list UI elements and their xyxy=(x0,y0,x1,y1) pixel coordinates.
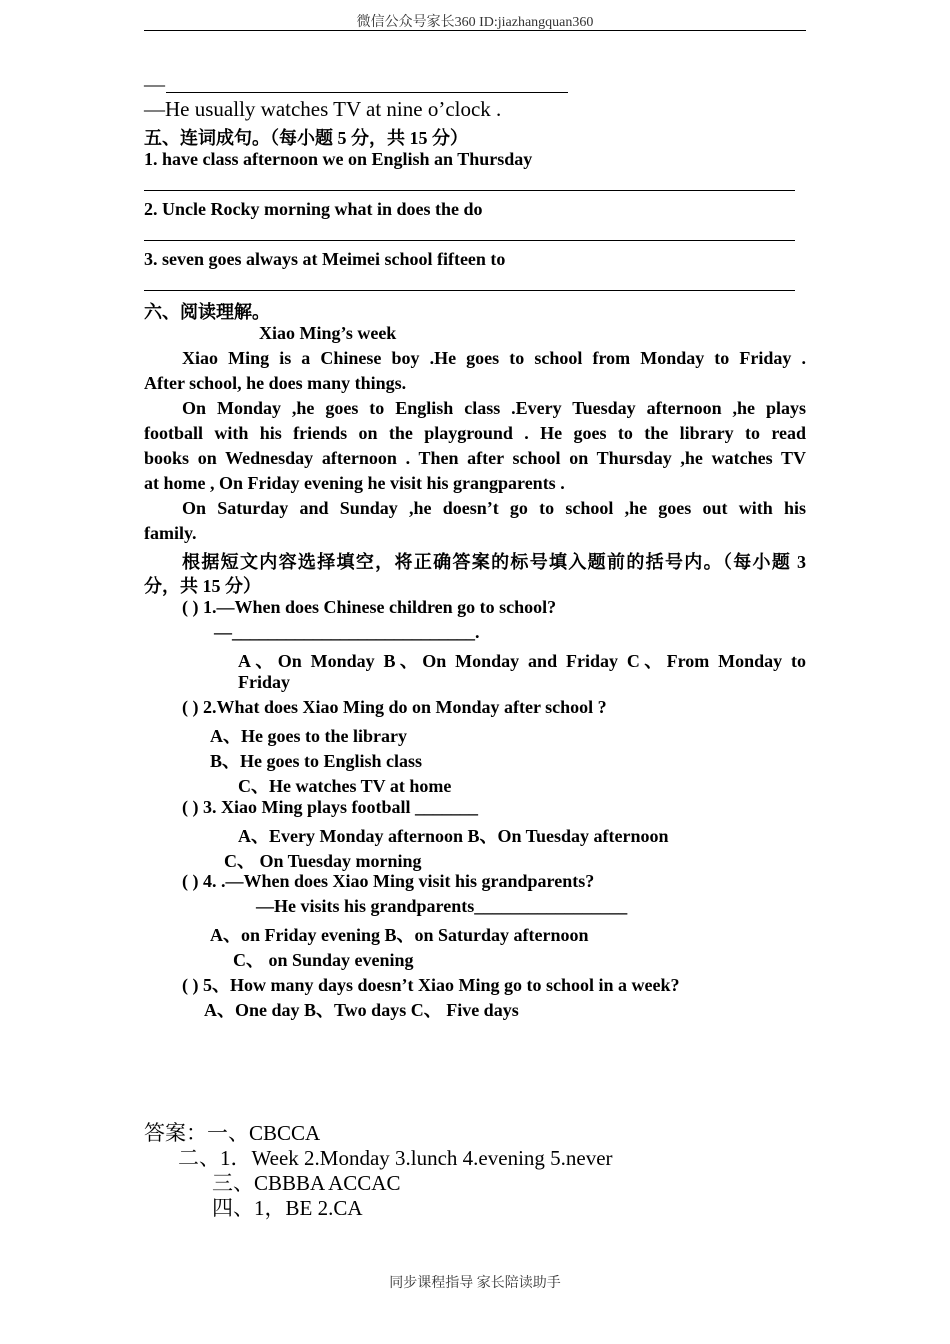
passage-line: books on Wednesday afternoon . Then after school on Thursday ,he watches TV xyxy=(144,448,806,468)
reading-q3-options: A、Every Monday afternoon B、On Tuesday afternoon xyxy=(238,826,669,846)
section5-q3: 3. seven goes always at Meimei school fifteen to xyxy=(144,249,506,269)
instructions: 根据短文内容选择填空，将正确答案的标号填入题前的括号内。（每小题 3 xyxy=(182,552,806,572)
reading-q5-options: A、One day B、Two days C、 Five days xyxy=(204,1000,519,1020)
passage-line: football with his friends on the playground . He goes to the library to read xyxy=(144,423,806,443)
section5-q3-line xyxy=(144,290,795,291)
reading-q4-answer: —He visits his grandparents_________________ xyxy=(256,896,628,916)
reading-q4-option: C、 on Sunday evening xyxy=(233,950,414,970)
section5-q2-line xyxy=(144,240,795,241)
section5-q1-line xyxy=(144,190,795,191)
reading-q4-options: A、on Friday evening B、on Saturday afternoon xyxy=(210,925,589,945)
answer-key-line: 四、1，BE 2.CA xyxy=(212,1196,363,1220)
reading-q2-option: A、He goes to the library xyxy=(210,726,407,746)
reading-q2-option: C、He watches TV at home xyxy=(238,776,452,796)
passage-line: family. xyxy=(144,523,197,543)
instructions: 分，共 15 分） xyxy=(144,576,261,596)
reading-q1: ( ) 1.—When does Chinese children go to school? xyxy=(182,597,557,617)
section5-q1: 1. have class afternoon we on English an Thursday xyxy=(144,149,533,169)
answer-key-line: 二、1．Week 2.Monday 3.lunch 4.evening 5.never xyxy=(178,1146,613,1170)
reading-q1-options: Friday xyxy=(238,672,290,692)
section5-title: 五、连词成句。（每小题 5 分，共 15 分） xyxy=(144,128,468,148)
passage-line: Xiao Ming is a Chinese boy .He goes to school from Monday to Friday . xyxy=(182,348,806,368)
section6-title: 六、阅读理解。 xyxy=(144,302,270,322)
section5-q2: 2. Uncle Rocky morning what in does the do xyxy=(144,199,483,219)
reading-q3: ( ) 3. Xiao Ming plays football _______ xyxy=(182,797,479,817)
passage-line: On Monday ,he goes to English class .Every Tuesday afternoon ,he plays xyxy=(182,398,806,418)
reading-q4: ( ) 4. .—When does Xiao Ming visit his grandparents? xyxy=(182,871,595,891)
passage-line: at home , On Friday evening he visit his grangparents . xyxy=(144,473,565,493)
passage-title: Xiao Ming’s week xyxy=(259,323,397,343)
reading-q1-blank: —___________________________. xyxy=(214,622,480,642)
reading-q1-options: A、On Monday B、On Monday and Friday C、From Monday to xyxy=(238,651,806,671)
header-rule xyxy=(144,30,806,31)
page-footer: 同步课程指导 家长陪读助手 xyxy=(389,1276,561,1291)
dialogue-answer: —He usually watches TV at nine o’clock . xyxy=(144,97,502,121)
reading-q3-option: C、 On Tuesday morning xyxy=(224,851,422,871)
dialogue-dash: — xyxy=(144,72,165,96)
reading-q2-option: B、He goes to English class xyxy=(210,751,423,771)
answer-key-line: 答案：一、CBCCA xyxy=(144,1121,321,1145)
page-header: 微信公众号家长360 ID:jiazhangquan360 xyxy=(356,15,594,30)
reading-q2: ( ) 2.What does Xiao Ming do on Monday after school ? xyxy=(182,697,607,717)
reading-q5: ( ) 5、How many days doesn’t Xiao Ming go to school in a week? xyxy=(182,975,680,995)
passage-line: On Saturday and Sunday ,he doesn’t go to school ,he goes out with his xyxy=(182,498,806,518)
answer-key-line: 三、CBBBA ACCAC xyxy=(212,1171,401,1195)
passage-line: After school, he does many things. xyxy=(144,373,407,393)
answer-blank-line xyxy=(166,92,568,93)
